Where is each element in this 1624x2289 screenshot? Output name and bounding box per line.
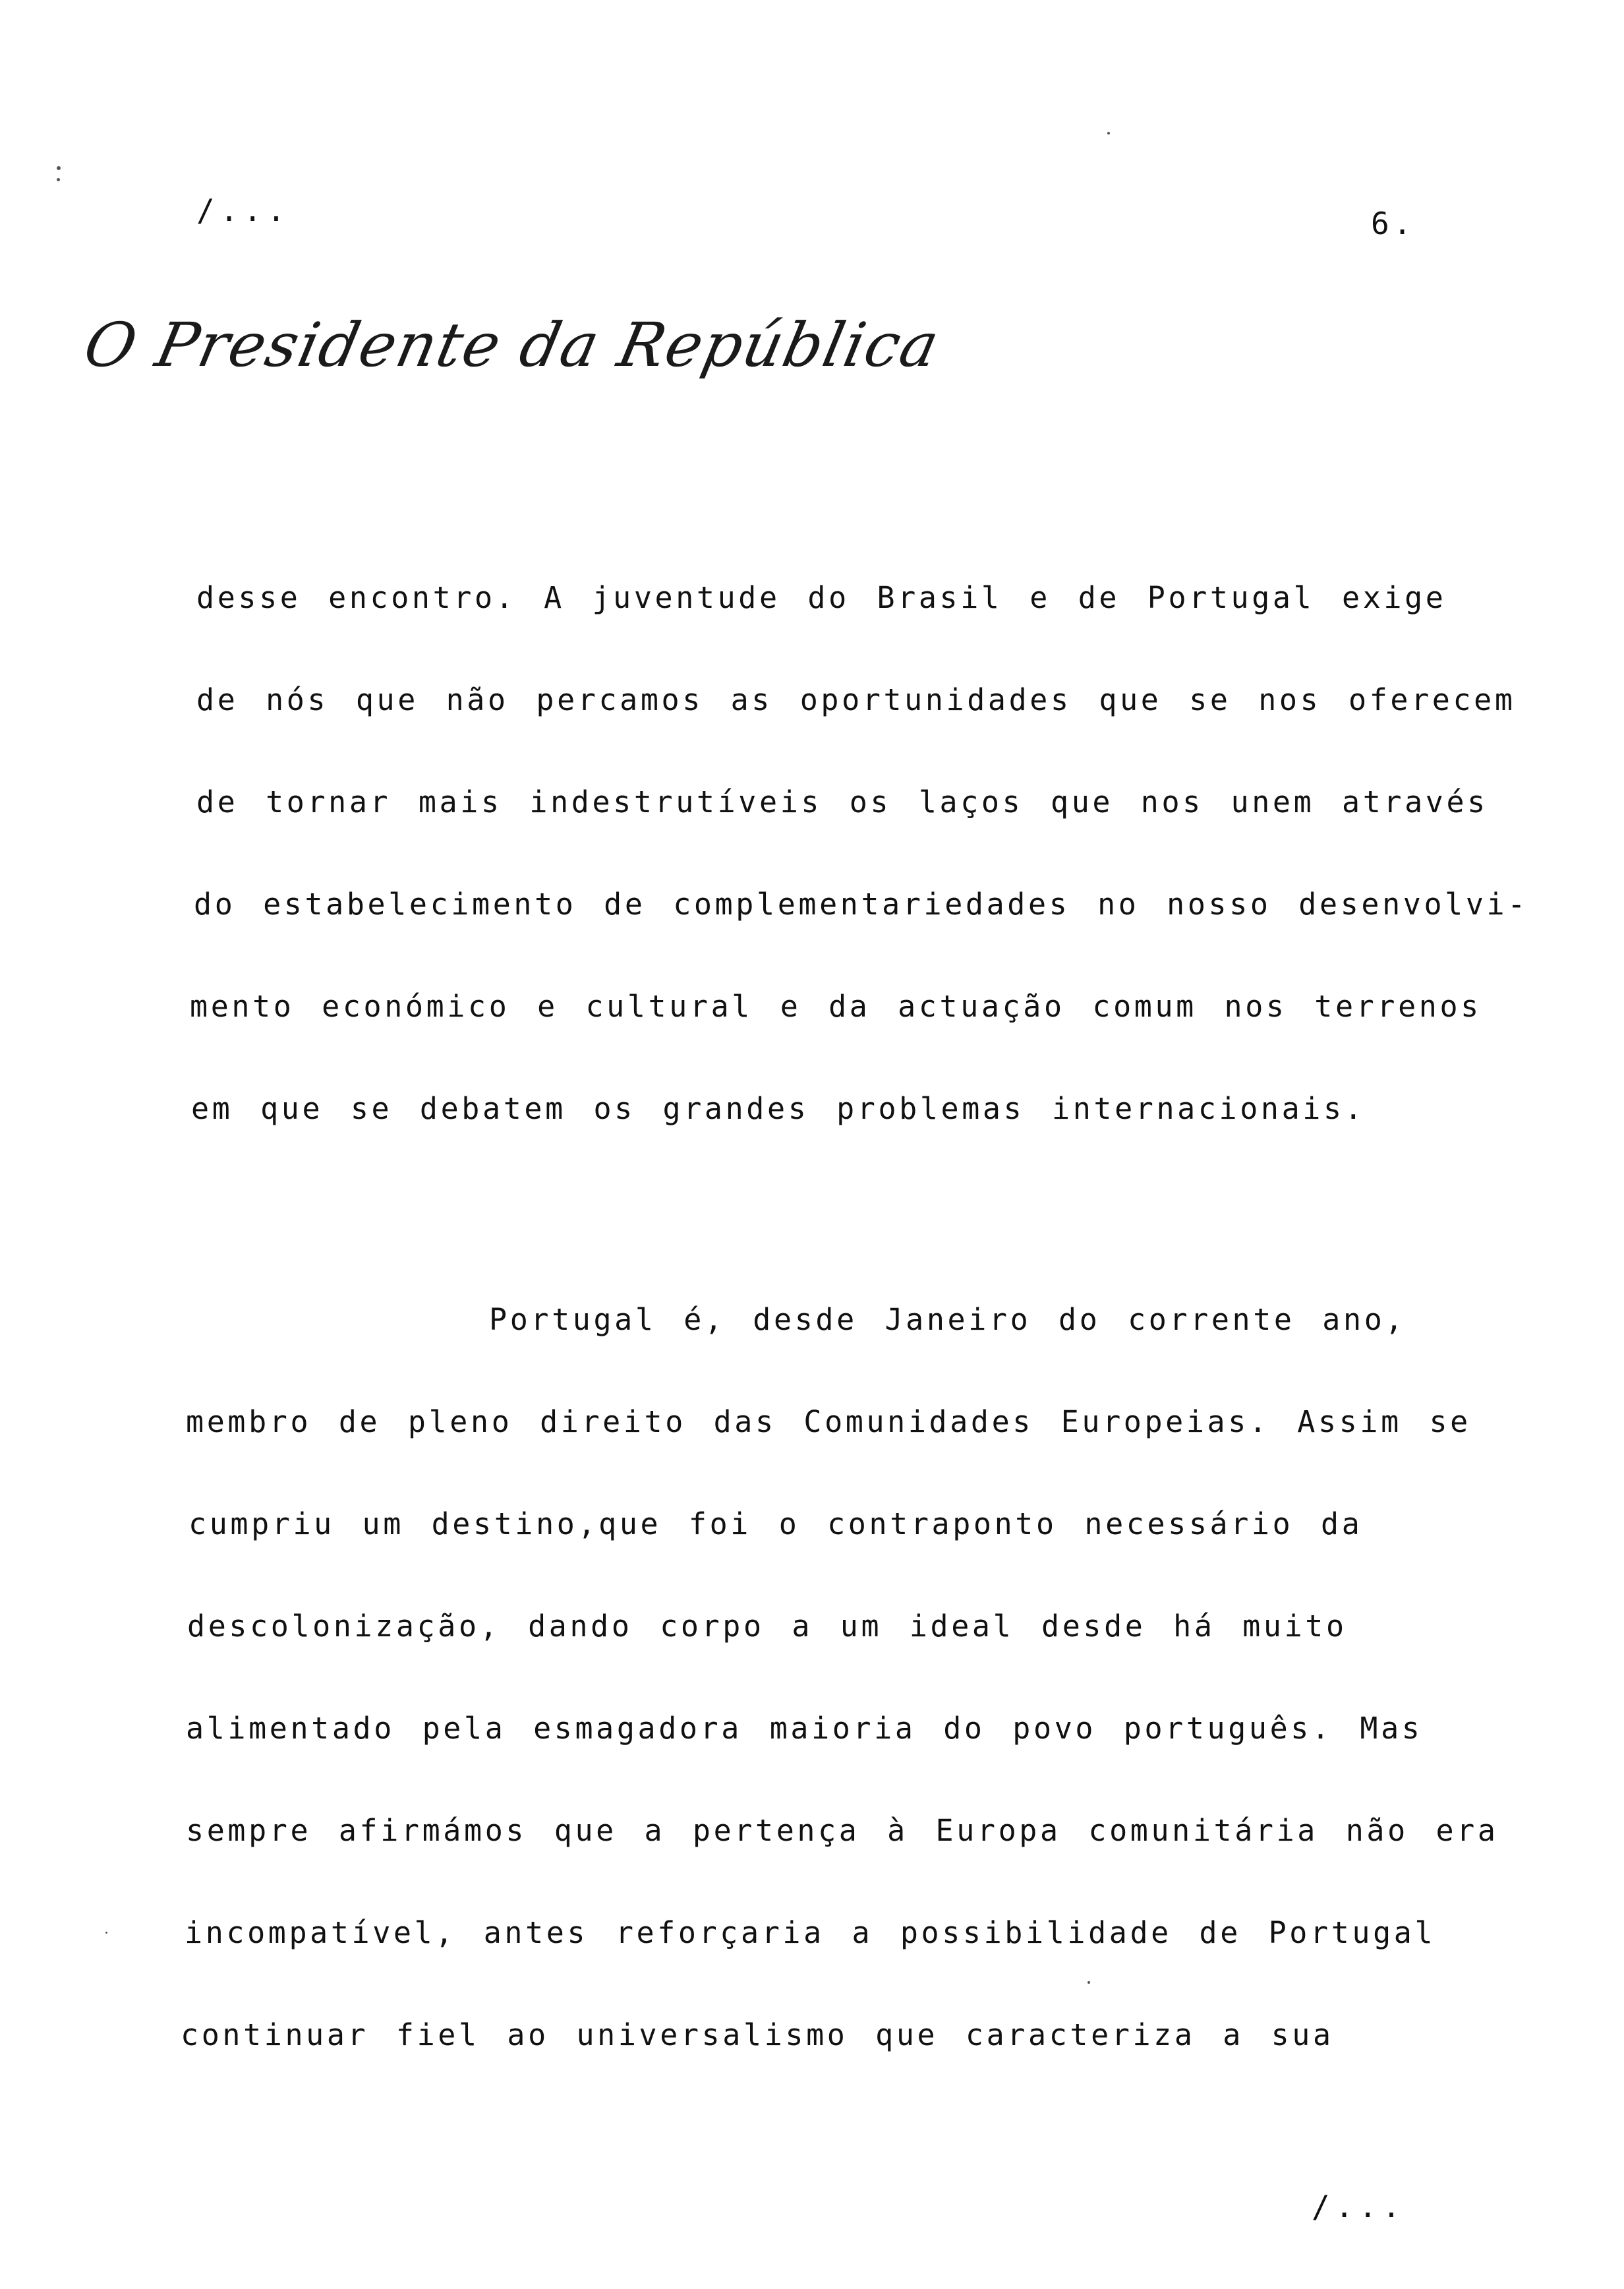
footer-continuation-mark: /... [1312, 2189, 1406, 2224]
header-continuation-mark: /... [196, 193, 291, 228]
scan-speck [1107, 132, 1110, 134]
scan-speck [57, 178, 60, 181]
body-line: de tornar mais indestrutíveis os laços que nos unem através [196, 785, 1488, 819]
page-number: 6. [1371, 206, 1416, 241]
body-line: em que se debatem os grandes problemas internacionais. [191, 1091, 1366, 1126]
body-line: cumpriu um destino,que foi o contraponto necessário da [188, 1506, 1363, 1541]
scan-speck [1088, 1981, 1090, 1984]
letterhead-signature: O Presidente da República [78, 310, 946, 380]
scan-speck [105, 1932, 107, 1934]
body-line-paragraph-start: Portugal é, desde Janeiro do corrente ano, [489, 1302, 1406, 1337]
body-line: continuar fiel ao universalismo que caracteriza a sua [181, 2017, 1334, 2052]
body-line: incompatível, antes reforçaria a possibilidade de Portugal [185, 1915, 1436, 1950]
body-line: membro de pleno direito das Comunidades Europeias. Assim se [186, 1404, 1471, 1439]
body-line: sempre afirmámos que a pertença à Europa comunitária não era [186, 1813, 1499, 1848]
scan-speck [57, 166, 61, 170]
body-line: mento económico e cultural e da actuação comum nos terrenos [190, 989, 1482, 1024]
body-line: do estabelecimento de complementariedades no nosso desenvolvi- [194, 887, 1528, 922]
body-line: de nós que não percamos as oportunidades que se nos oferecem [196, 682, 1516, 717]
body-line: desse encontro. A juventude do Brasil e de Portugal exige [196, 580, 1447, 615]
body-line: alimentado pela esmagadora maioria do povo português. Mas [186, 1711, 1423, 1746]
body-line: descolonização, dando corpo a um ideal desde há muito [187, 1609, 1347, 1644]
